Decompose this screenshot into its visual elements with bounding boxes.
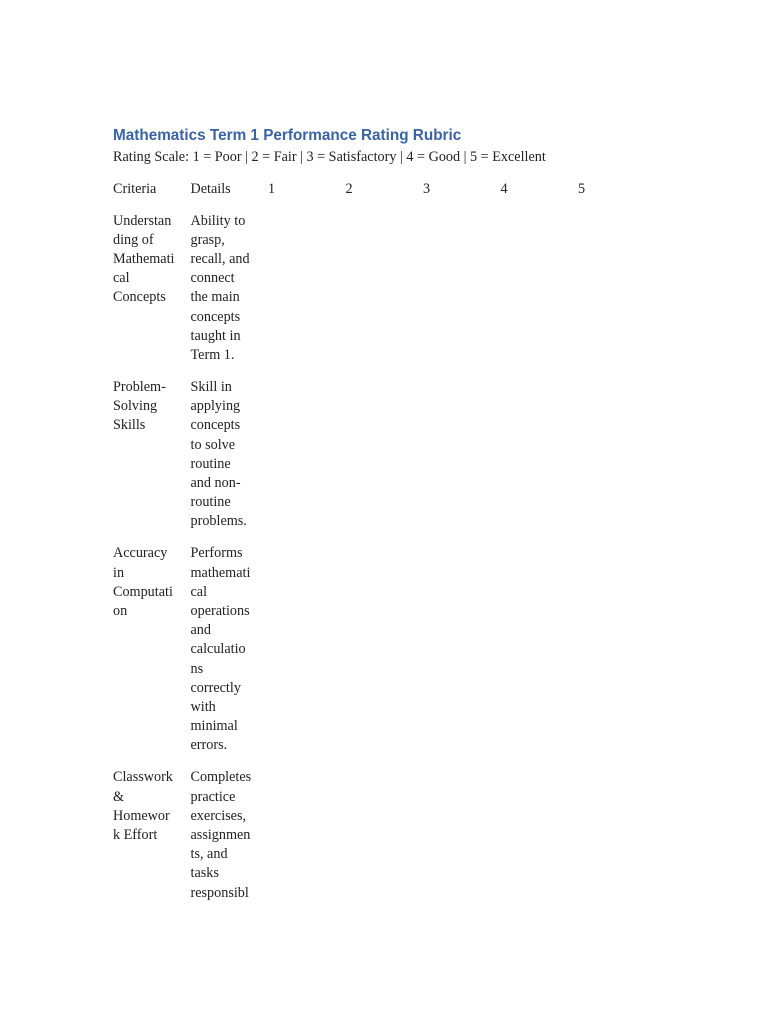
rating-cell-2 [346, 378, 424, 544]
details-cell: Skill in applying concepts to solve routine and non-routine problems. [190, 379, 247, 530]
rating-cell-2 [346, 212, 424, 378]
rating-cell-3 [423, 378, 501, 544]
details-cell: Completes practice exercises, assignments, and tasks responsibl [190, 769, 252, 901]
rating-cell-3 [423, 544, 501, 768]
rating-cell-5 [578, 544, 656, 768]
criteria-cell: Accuracy in Computation [113, 545, 173, 620]
rating-cell-4 [501, 378, 579, 544]
rating-scale-legend: Rating Scale: 1 = Poor | 2 = Fair | 3 = Satisfactory | 4 = Good | 5 = Excellent [113, 148, 546, 165]
rating-cell-4 [501, 212, 579, 378]
details-cell: Ability to grasp, recall, and connect the main concepts taught in Term 1. [190, 212, 250, 364]
table-row [113, 378, 656, 544]
rating-cell-1 [268, 768, 346, 915]
rating-cell-4 [501, 768, 579, 915]
rating-cell-5 [578, 212, 656, 378]
header-rating-3: 3 [423, 180, 431, 197]
document-page [113, 127, 673, 916]
rating-cell-2 [346, 768, 424, 915]
rating-cell-4 [501, 544, 579, 768]
table-row [113, 212, 656, 378]
header-rating-2: 2 [345, 180, 353, 197]
rating-cell-3 [423, 212, 501, 378]
rating-cell-5 [578, 378, 656, 544]
rating-cell-5 [578, 768, 656, 915]
header-rating-1: 1 [268, 180, 276, 197]
document-title: Mathematics Term 1 Performance Rating Rubric [113, 127, 462, 144]
rating-cell-1 [268, 544, 346, 768]
table-header-row [113, 180, 656, 212]
table-row [113, 768, 656, 915]
rating-cell-1 [268, 212, 346, 378]
header-details: Details [190, 180, 231, 197]
criteria-cell: Problem-Solving Skills [113, 379, 166, 434]
criteria-cell: Classwork & Homework Effort [113, 769, 173, 844]
details-cell: Performs mathematical operations and calculations correctly with minimal errors. [190, 545, 251, 754]
rating-cell-1 [268, 378, 346, 544]
header-rating-4: 4 [500, 180, 508, 197]
header-criteria: Criteria [113, 180, 157, 197]
rubric-table [113, 180, 656, 916]
table-row [113, 544, 656, 768]
header-rating-5: 5 [578, 180, 586, 197]
rating-cell-3 [423, 768, 501, 915]
criteria-cell: Understanding of Mathematical Concepts [113, 212, 175, 306]
rating-cell-2 [346, 544, 424, 768]
